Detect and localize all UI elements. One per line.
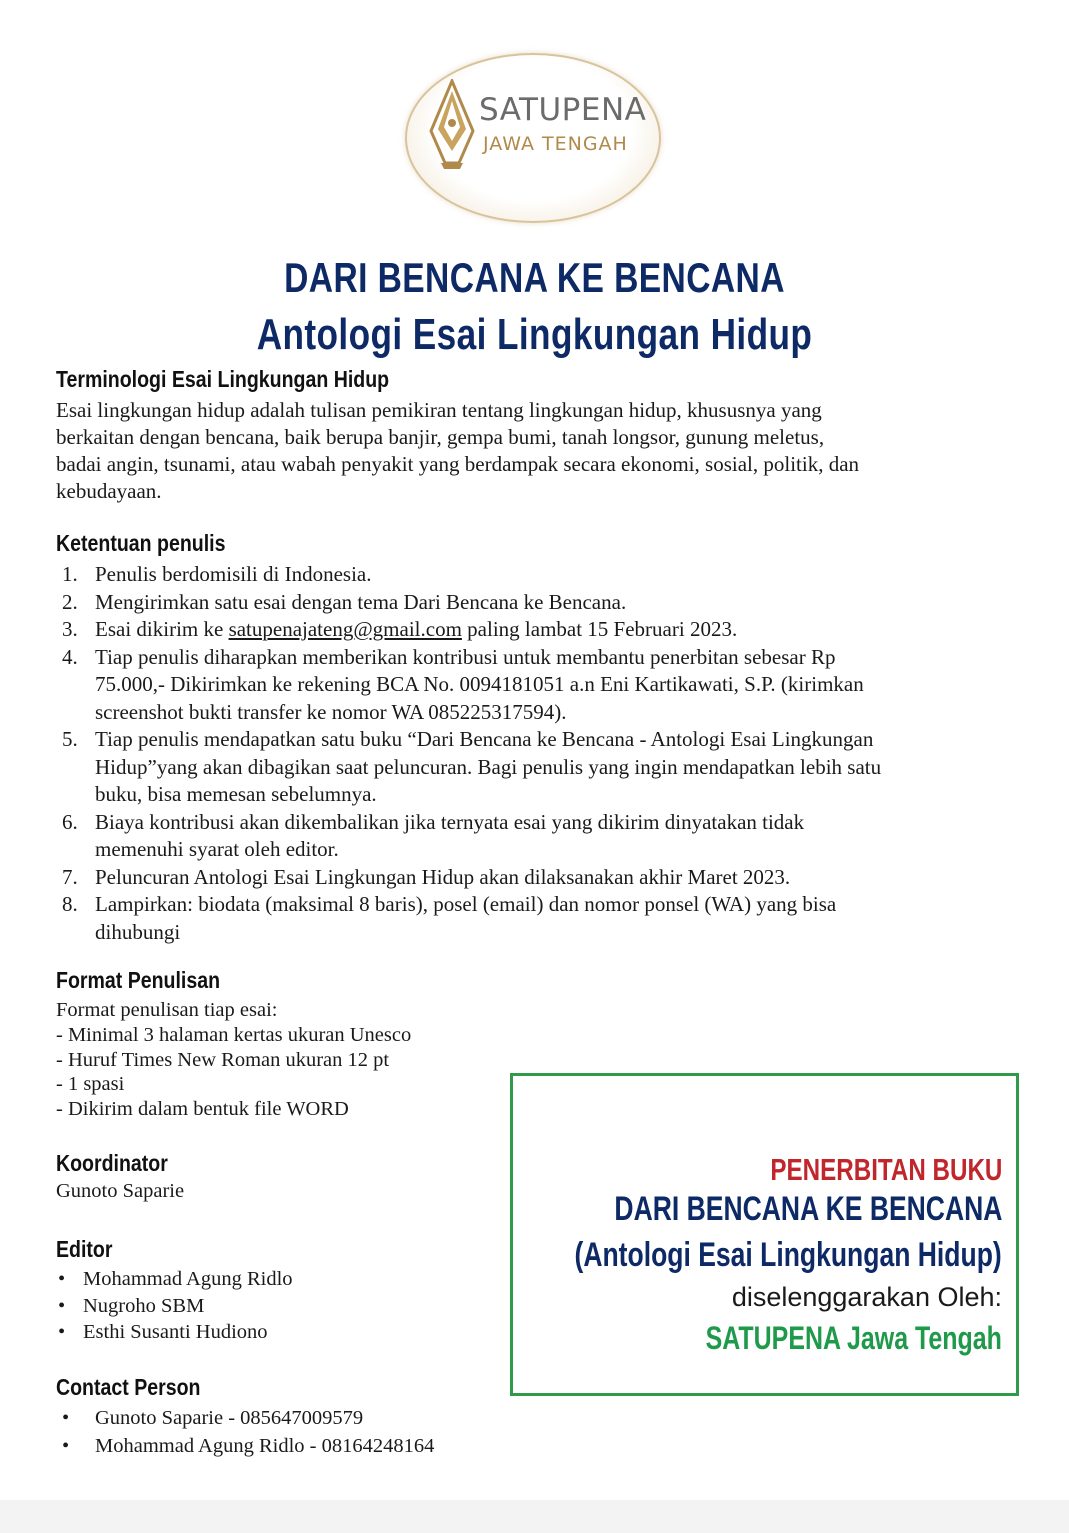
publication-box xyxy=(510,1073,1019,1396)
contact-entry: Gunoto Saparie - 085647009579 xyxy=(95,1407,364,1429)
list-item xyxy=(56,1266,293,1293)
list-item xyxy=(56,809,991,864)
item-text-pre: Esai dikirim ke xyxy=(95,617,229,641)
main-title: DARI BENCANA KE BENCANA xyxy=(284,254,785,301)
organizer-name: SATUPENA Jawa Tengah xyxy=(705,1320,1002,1356)
terminology-heading: Terminologi Esai Lingkungan Hidup xyxy=(56,366,390,392)
item-text: Tiap penulis mendapatkan satu buku “Dari Bencana ke Bencana - Antologi Esai Lingkungan xyxy=(95,727,874,751)
item-text: 75.000,- Dikirimkan ke rekening BCA No. 0094181051 a.n Eni Kartikawati, S.P. (kirimkan xyxy=(95,672,864,696)
coordinator-heading: Koordinator xyxy=(56,1150,168,1176)
item-number: 4. xyxy=(62,644,78,669)
gunungan-wayang-icon xyxy=(427,79,477,171)
format-line: - 1 spasi xyxy=(56,1073,125,1096)
bullet-icon: • xyxy=(62,1407,70,1429)
item-text: Hidup”yang akan dibagikan saat peluncuran. Bagi penulis yang ingin mendapatkan lebih satu xyxy=(95,754,882,779)
item-number: 8. xyxy=(62,892,78,916)
item-text: Tiap penulis diharapkan memberikan kontribusi untuk membantu penerbitan sebesar Rp xyxy=(95,644,836,669)
list-item xyxy=(56,1319,293,1346)
logo-name: SATUPENA xyxy=(479,92,647,128)
editor-heading: Editor xyxy=(56,1236,113,1262)
satupena-logo xyxy=(405,53,661,223)
terminology-line: Esai lingkungan hidup adalah tulisan pemikiran tentang lingkungan hidup, khususnya yang xyxy=(56,398,822,422)
requirements-heading: Ketentuan penulis xyxy=(56,530,226,556)
format-line: - Dikirim dalam bentuk file WORD xyxy=(56,1098,349,1121)
item-text-post: paling lambat 15 Februari 2023. xyxy=(461,617,738,641)
contact-heading: Contact Person xyxy=(56,1374,201,1400)
format-list xyxy=(56,998,411,1122)
item-text: Mengirimkan satu esai dengan tema Dari Bencana ke Bencana. xyxy=(95,589,627,614)
item-text: Lampirkan: biodata (maksimal 8 baris), posel (email) dan nomor ponsel (WA) yang bisa xyxy=(95,892,837,916)
format-heading: Format Penulisan xyxy=(56,967,221,993)
terminology-line: kebudayaan. xyxy=(56,479,162,503)
bullet-icon: • xyxy=(58,1321,66,1343)
list-item xyxy=(56,1404,434,1432)
item-number: 5. xyxy=(62,727,78,751)
publication-label: PENERBITAN BUKU xyxy=(770,1152,1002,1187)
list-item xyxy=(56,891,991,946)
bullet-icon: • xyxy=(62,1435,70,1457)
item-number: 2. xyxy=(62,589,78,614)
requirements-list xyxy=(56,561,991,946)
list-item xyxy=(56,726,991,809)
item-text: Penulis berdomisili di Indonesia. xyxy=(95,562,372,586)
logo-region: JAWA TENGAH xyxy=(483,133,628,155)
page-bottom-margin xyxy=(0,1500,1069,1533)
item-number: 7. xyxy=(62,864,78,889)
terminology-line: berkaitan dengan bencana, baik berupa banjir, gempa bumi, tanah longsor, gunung meletus, xyxy=(56,425,825,449)
format-line: - Huruf Times New Roman ukuran 12 pt xyxy=(56,1048,390,1071)
item-number: 3. xyxy=(62,617,78,641)
list-item xyxy=(56,644,991,727)
list-item xyxy=(56,1432,434,1460)
item-text: buku, bisa memesan sebelumnya. xyxy=(95,782,377,806)
item-text xyxy=(95,616,991,644)
list-item xyxy=(56,1293,293,1320)
editor-name: Nugroho SBM xyxy=(83,1294,205,1317)
list-item xyxy=(56,616,991,644)
format-line: Format penulisan tiap esai: xyxy=(56,999,278,1021)
editor-list xyxy=(56,1266,293,1346)
email-link[interactable]: satupenajateng@gmail.com xyxy=(228,617,462,641)
list-item xyxy=(56,561,991,589)
contact-list xyxy=(56,1404,434,1460)
editor-name: Mohammad Agung Ridlo xyxy=(83,1268,293,1290)
list-item xyxy=(56,864,991,892)
terminology-paragraph xyxy=(56,397,996,505)
item-text: memenuhi syarat oleh editor. xyxy=(95,837,339,861)
bullet-icon: • xyxy=(58,1268,66,1290)
item-number: 1. xyxy=(62,562,78,586)
coordinator-name: Gunoto Saparie xyxy=(56,1180,185,1202)
editor-name: Esthi Susanti Hudiono xyxy=(83,1321,268,1343)
item-text: screenshot bukti transfer ke nomor WA 085225317594). xyxy=(95,699,567,724)
item-text: dihubungi xyxy=(95,919,181,944)
publication-subtitle: (Antologi Esai Lingkungan Hidup) xyxy=(574,1236,1002,1274)
format-line: - Minimal 3 halaman kertas ukuran Unesco xyxy=(56,1023,412,1046)
list-item xyxy=(56,589,991,617)
item-text: Biaya kontribusi akan dikembalikan jika ternyata esai yang dikirim dinyatakan tidak xyxy=(95,809,805,834)
item-text: Peluncuran Antologi Esai Lingkungan Hidup akan dilaksanakan akhir Maret 2023. xyxy=(95,864,791,889)
terminology-line: badai angin, tsunami, atau wabah penyakit yang berdampak secara ekonomi, sosial, politik, dan xyxy=(56,452,860,476)
subtitle: Antologi Esai Lingkungan Hidup xyxy=(256,310,813,359)
item-number: 6. xyxy=(62,809,78,834)
contact-entry: Mohammad Agung Ridlo - 08164248164 xyxy=(95,1435,435,1457)
organizer-label: diselenggarakan Oleh: xyxy=(731,1282,1002,1312)
bullet-icon: • xyxy=(58,1294,66,1317)
publication-title: DARI BENCANA KE BENCANA xyxy=(614,1190,1002,1228)
